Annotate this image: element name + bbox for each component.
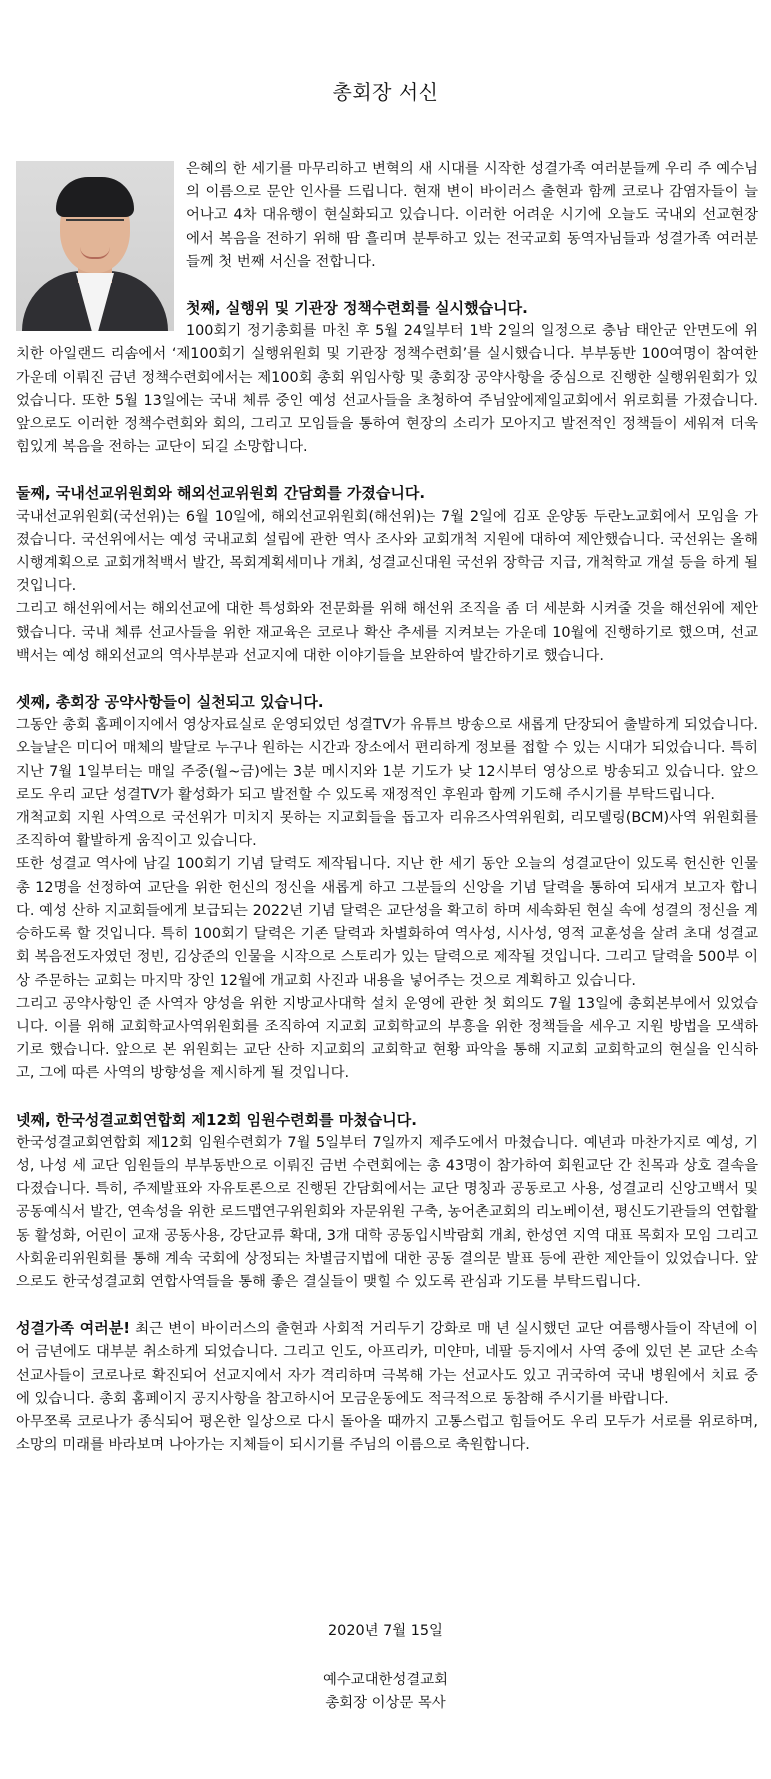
section-3-paragraph: 개척교회 지원 사역으로 국선위가 미치지 못하는 지교회들을 돕고자 리유즈사역위원회, 리모델링(BCM)사역 위원회를 조직하여 활발하게 움직이고 있습니다. — [16, 810, 758, 850]
president-photo — [16, 161, 174, 331]
section-3-paragraph: 또한 성결교 역사에 남길 100회기 기념 달력도 제작됩니다. 지난 한 세기 동안 오늘의 성결교단이 있도록 헌신한 인물 총 12명을 선정하여 교단을 위한 헌신의 정신을 새롭게 하고 그분들의 신앙을 기념 달력을 통하여 되새겨 보고자 합니다. 예성 산하 지교회들에게 보급되는 2022년 기념 달력은 교단성을 확고히 하며 세속화된 현실 속에 성결의 정신을 계승하도록 할 것입니다. 특히 100회기 달력은 기존 달력과 차별화하여 역사성, 시사성, 영적 교훈성을 살려 초대 성결교회 복음전도자였던 정빈, 김상준의 인물을 시작으로 스토리가 있는 달력으로 제작될 것입니다. 그리고 달력을 500부 이상 주문하는 교회는 마지막 장인 12월에 개교회 사진과 내용을 넣어주는 것으로 계획하고 있습니다. — [16, 856, 758, 989]
letter-date: 2020년 7월 15일 — [328, 1623, 443, 1639]
section-2-paragraph: 국내선교위원회(국선위)는 6월 10일에, 해외선교위원회(해선위)는 7월 2일에 김포 운양동 두란노교회에서 모임을 가졌습니다. 국선위에서는 예성 국내교회 설립에 관한 역사 조사와 교회개척 지원에 대하여 제안했습니다. 국선위는 올해 시행계획으로 교회개척백서 발간, 목회계획세미나 개최, 성결교신대원 국선위 장학금 지급, 개척학교 개설 등을 하게 될 것입니다. — [16, 508, 758, 595]
signature: 총회장 이상문 목사 — [325, 1695, 446, 1711]
organization-name: 예수교대한성결교회 — [322, 1672, 449, 1688]
section-2-heading: 둘째, 국내선교위원회와 해외선교위원회 간담회를 가졌습니다. — [16, 484, 426, 503]
letter-body — [16, 158, 758, 1457]
page-title: 총회장 서신 — [332, 80, 439, 104]
section-1-heading: 첫째, 실행위 및 기관장 정책수련회를 실시했습니다. — [186, 299, 528, 318]
section-1-paragraph: 100회기 정기총회를 마친 후 5월 24일부터 1박 2일의 일정으로 충남 태안군 안면도에 위치한 아일랜드 리솜에서 ‘제100회기 실행위원회 및 기관장 정책수련회’를 실시했습니다. 부부동반 100여명이 참여한 가운데 이뤄진 금년 정책수련회에서는 제100회 총회 위임사항 및 총회장 공약사항을 중심으로 진행한 실행위원회가 있었습니다. 또한 5월 13일에는 국내 체류 중인 예성 선교사들을 초청하여 주님앞에제일교회에서 위로회를 가졌습니다. 앞으로도 이러한 정책수련회와 회의, 그리고 모임들을 통하여 현장의 소리가 모아지고 발전적인 정책들이 세워져 더욱 힘있게 복음을 전하는 교단이 되길 소망합니다. — [16, 323, 758, 456]
closing-paragraph — [16, 1317, 758, 1411]
intro-paragraph: 은혜의 한 세기를 마무리하고 변혁의 새 시대를 시작한 성결가족 여러분들께 우리 주 예수님의 이름으로 문안 인사를 드립니다. 현재 변이 바이러스 출현과 함께 코로나 감염자들이 늘어나고 4차 대유행이 현실화되고 있습니다. 이러한 어려운 시기에 오늘도 국내외 선교현장에서 복음을 전하기 위해 땀 흘리며 분투하고 있는 전국교회 동역자님들과 성결가족 여러분들께 첫 번째 서신을 전합니다. — [186, 161, 758, 270]
section-3-heading: 셋째, 총회장 공약사항들이 실천되고 있습니다. — [16, 693, 324, 712]
final-paragraph: 아무쪼록 코로나가 종식되어 평온한 일상으로 다시 돌아올 때까지 고통스럽고 힘들어도 우리 모두가 서로를 위로하며, 소망의 미래를 바라보며 나아가는 지체들이 되시기를 주님의 이름으로 축원합니다. — [16, 1413, 758, 1454]
closing-lead: 성결가족 여러분! — [16, 1319, 131, 1338]
closing-text: 최근 변이 바이러스의 출현과 사회적 거리두기 강화로 매 년 실시했던 교단 여름행사들이 작년에 이어 금년에도 대부분 취소하게 되었습니다. 그리고 인도, 아프리카, 미얀마, 네팔 등지에서 사역 중에 있던 본 교단 소속 선교사들이 코로나로 확진되어 선교지에서 자가 격리하며 극복해 가는 선교사도 있고 귀국하여 국내 병원에서 치료 중에 있습니다. 총회 홈페이지 공지사항을 참고하시어 모금운동에도 적극적으로 동참해 주시기를 바랍니다. — [16, 1321, 758, 1407]
section-3-paragraph: 그동안 총회 홈페이지에서 영상자료실로 운영되었던 성결TV가 유튜브 방송으로 새롭게 단장되어 출발하게 되었습니다. 오늘날은 미디어 매체의 발달로 누구나 원하는 시간과 장소에서 편리하게 정보를 접할 수 있는 시대가 되었습니다. 특히 지난 7월 1일부터는 매일 주중(월~금)에는 3분 메시지와 1분 기도가 낮 12시부터 영상으로 방송되고 있습니다. 앞으로도 우리 교단 성결TV가 활성화가 되고 발전할 수 있도록 재정적인 후원과 함께 기도해 주시기를 부탁드립니다. — [16, 717, 758, 803]
section-4-heading: 넷째, 한국성결교회연합회 제12회 임원수련회를 마쳤습니다. — [16, 1110, 417, 1129]
section-3-paragraph: 그리고 공약사항인 준 사역자 양성을 위한 지방교사대학 설치 운영에 관한 첫 회의도 7월 13일에 총회본부에서 있었습니다. 이를 위해 교회학교사역위원회를 조직하여 지교회 교회학교의 부흥을 위한 정책들을 세우고 지원 방법을 모색하기로 했습니다. 앞으로 본 위원회는 교단 산하 지교회의 교회학교 현황 파악을 통해 지교회 교회학교의 현실을 인식하고, 그에 따른 사역의 방향성을 제시하게 될 것입니다. — [16, 995, 758, 1082]
section-4-paragraph: 한국성결교회연합회 제12회 임원수련회가 7월 5일부터 7일까지 제주도에서 마쳤습니다. 예년과 마찬가지로 예성, 기성, 나성 세 교단 임원들의 부부동반으로 이뤄진 금번 수련회에는 총 43명이 참가하여 회원교단 간 친목과 상호 결속을 다졌습니다. 특히, 주제발표와 자유토론으로 진행된 간담회에서는 교단 명칭과 공동로고 사용, 성결교리 신앙고백서 및 공동예식서 발간, 연속성을 위한 로드맵연구위원회와 자문위원 구축, 농어촌교회의 리노베이션, 평신도기관들의 연합활동 활성화, 어린이 교재 공동사용, 강단교류 확대, 3개 대학 공동입시박람회 개최, 한성연 지역 대표 목회자 모임 그리고 사회윤리위원회를 통해 계속 국회에 상정되는 차별금지법에 대한 공동 결의문 발표 등에 관한 제안들이 있었습니다. 앞으로도 한국성결교회 연합사역들을 통해 좋은 결실들이 맺힐 수 있도록 관심과 기도를 부탁드립니다. — [16, 1134, 758, 1290]
section-2-paragraph: 그리고 해선위에서는 해외선교에 대한 특성화와 전문화를 위해 해선위 조직을 좀 더 세분화 시켜줄 것을 해선위에 제안했습니다. 국내 체류 선교사들을 위한 재교육은 코로나 확산 추세를 지켜보는 가운데 10월에 진행하기로 했으며, 선교백서는 예성 해외선교의 역사부분과 선교지에 대한 이야기들을 보완하여 발간하기로 했습니다. — [16, 601, 758, 664]
